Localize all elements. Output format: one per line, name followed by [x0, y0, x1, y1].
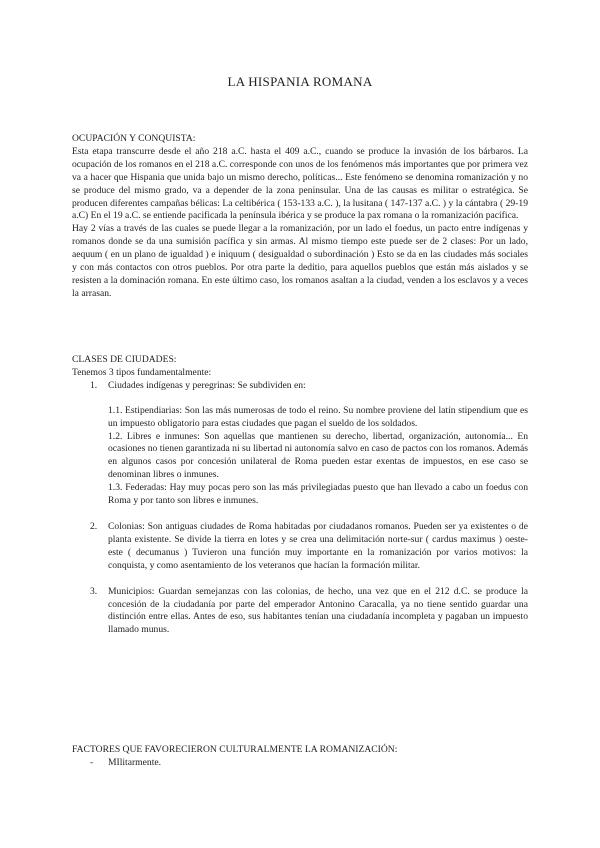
dash-bullet: -	[90, 756, 94, 768]
list-item-text: Municipios: Guardan semejanzas con las colonias, de hecho, una vez que en el 212 d.C. se produce la concesión de la ciudadanía por parte del emperador Antonino Caracalla, ya no tiene sentido guardar una distinción entre ellas. Antes de eso, sus habitantes tenían una ciudadanía incompleta y pagaban un impuesto llamado munus.	[108, 585, 528, 636]
section-intro: Tenemos 3 tipos fundamentalmente:	[72, 366, 212, 378]
paragraph: Hay 2 vías a través de las cuales se puede llegar a la romanización, por un lado el foedus, un pacto entre indígenas y romanos donde se da una sumisión pacífica y sin armas. Al mismo tiempo este puede ser de 2 clases: Por un lado, aequum ( en un plano de igualdad ) e iniquum ( desigualdad o subordinación ) Esto se da en las ciudades más sociales y con más contactos con otros pueblos. Por otra parte la deditio, para aquellos pueblos que están más aislados y se resisten a la dominación romana. En este último caso, los romanos asaltan a la ciudad, venden a los esclavos y a veces la arrasan.	[72, 223, 528, 299]
section-heading: OCUPACIÓN Y CONQUISTA:	[72, 133, 196, 144]
list-number: 2.	[90, 520, 98, 532]
list-number: 1.	[90, 379, 98, 391]
section-heading: CLASES DE CIUDADES:	[72, 354, 177, 365]
sublist-item: 1.2. Libres e inmunes: Son aquellas que mantienen su derecho, libertad, organización, autonomía... En ocasiones no tienen garantizada ni su libertad ni autonomía salvo en caso de pactos con los romanos. Además en algunos casos por concesión unilateral de Roma pueden estar exentas de impuestos, en ese caso se denominan libres o inmunes.	[108, 430, 528, 481]
section-heading: FACTORES QUE FAVORECIERON CULTURALMENTE LA ROMANIZACIÓN:	[72, 744, 398, 755]
list-item-text: Colonias: Son antiguas ciudades de Roma habitadas por ciudadanos romanos. Pueden ser ya existentes o de planta existente. Se divide la tierra en lotes y se crea una delimitación norte-sur ( cardus maximus ) oeste-este ( decumanus ) Tuvieron una función muy importante en la romanización por varios motivos: la conquista, y como asentamiento de los veteranos que hacían la formación militar.	[108, 520, 528, 571]
sublist	[108, 405, 528, 508]
list-item	[72, 521, 528, 573]
list-item	[72, 757, 528, 770]
section-factores	[72, 744, 528, 770]
section-ocupacion	[72, 133, 528, 301]
list-item	[72, 380, 528, 508]
list-item-text: Ciudades indígenas y peregrinas: Se subdividen en:	[108, 379, 306, 391]
sublist-item: 1.3. Federadas: Hay muy pocas pero son las más privilegiadas puesto que han llevado a cabo un foedus con Roma y por tanto son libres e inmunes.	[108, 482, 528, 507]
sublist-item: 1.1. Estipendiarias: Son las más numerosas de todo el reino. Su nombre proviene del latín stipendium que es un impuesto obligatorio para estas ciudades que pagan el sueldo de los soldados.	[108, 404, 528, 429]
section-clases	[72, 354, 528, 637]
page-title: LA HISPANIA ROMANA	[227, 74, 373, 89]
list-item	[72, 586, 528, 638]
paragraph: Esta etapa transcurre desde el año 218 a.C. hasta el 409 a.C., cuando se produce la invasión de los bárbaros. La ocupación de los romanos en el 218 a.C. corresponde con unos de los fenómenos más importantes que por primera vez va a hacer que Hispania que unida bajo un mismo derecho, políticas... Este fenómeno se denomina romanización y no se produce del mismo grado, va a depender de la zona peninsular. Una de las causas es militar o estratégica. Se producen diferentes campañas bélicas: La celtibérica ( 153-133 a.C. ), la lusitana ( 147-137 a.C. ) y la cántabra ( 29-19 a.C) En el 19 a.C. se entiende pacificada la península ibérica y se produce la pax romana o la romanización pacífica.	[72, 145, 528, 222]
list-number: 3.	[90, 585, 98, 597]
list-item-text: MIlitarmente.	[108, 756, 162, 768]
